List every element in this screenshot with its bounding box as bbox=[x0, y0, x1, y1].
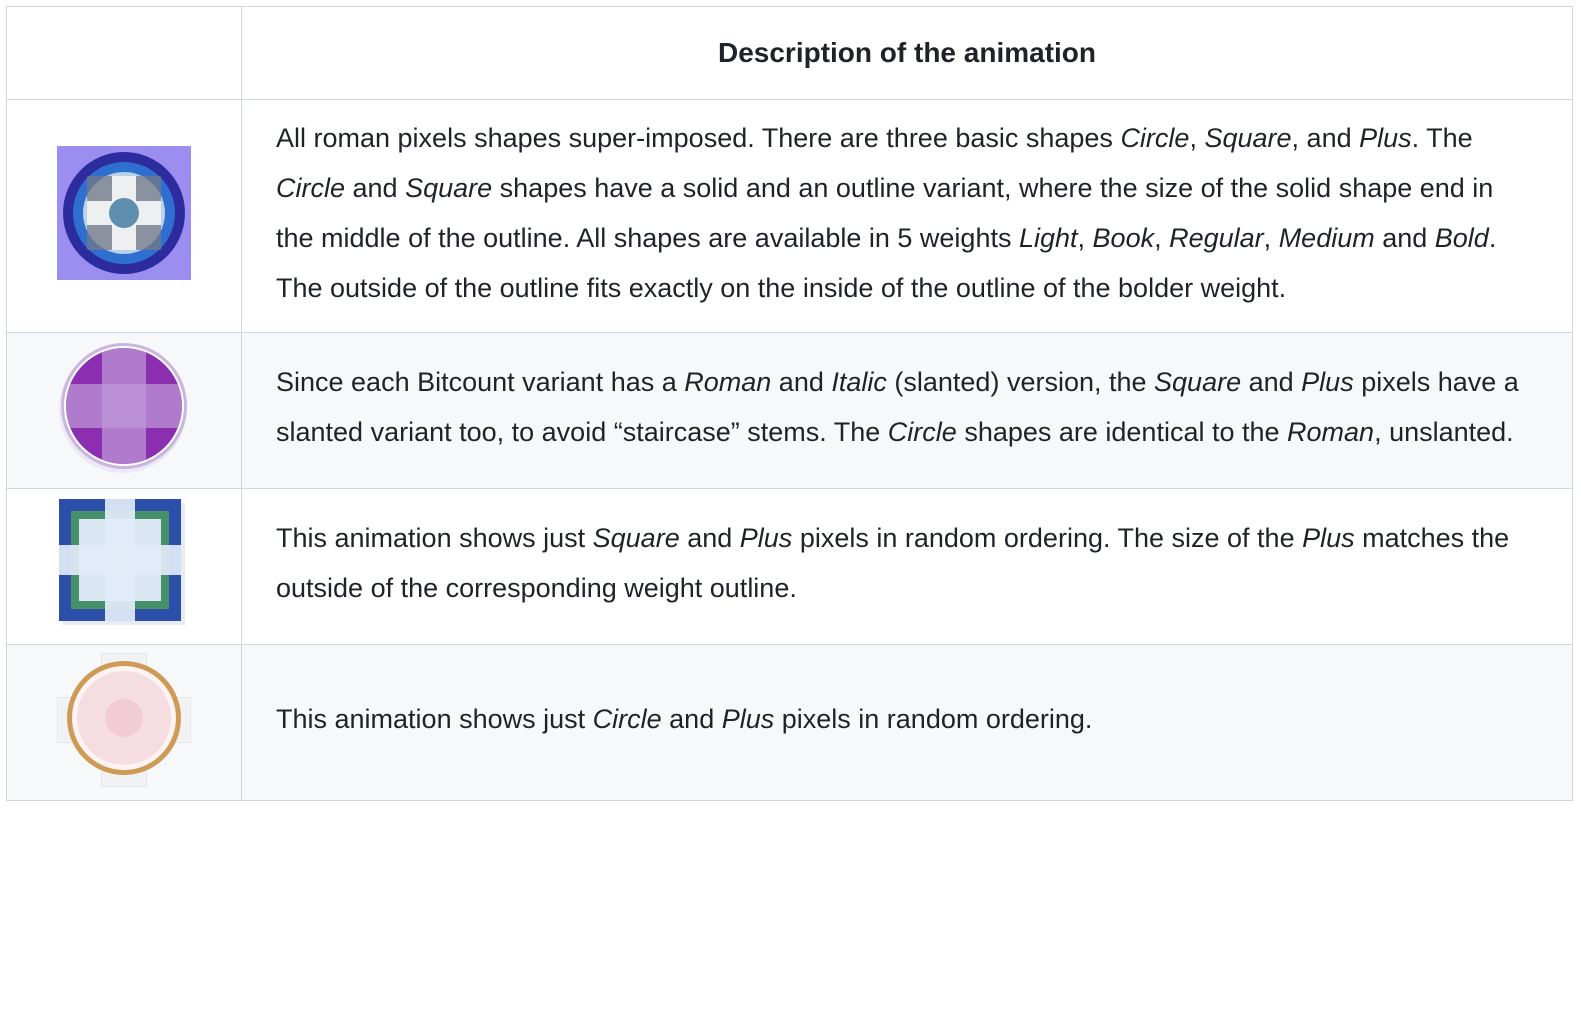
plus-light-shape bbox=[59, 499, 181, 621]
circle-and-plus-random-ordering-icon bbox=[49, 645, 199, 795]
roman-pixel-shapes-superimposed-icon bbox=[49, 138, 199, 288]
description-cell-3: This animation shows just Square and Plus pixels in random ordering. The size of the Plus matches the outside of the corresponding weight outline. bbox=[242, 488, 1573, 644]
animation-cell-1 bbox=[7, 100, 242, 333]
animation-description-table bbox=[6, 6, 1573, 801]
animation-column-header bbox=[7, 7, 242, 100]
description-cell-2: Since each Bitcount variant has a Roman and Italic (slanted) version, the Square and Plus pixels have a slanted variant too, to avoid “staircase” stems. The Circle shapes are identical to the Roman, unslanted. bbox=[242, 332, 1573, 488]
table-row bbox=[7, 488, 1573, 644]
table-row bbox=[7, 100, 1573, 333]
animation-cell-2 bbox=[7, 332, 242, 488]
table-row bbox=[7, 644, 1573, 800]
animation-cell-4 bbox=[7, 644, 242, 800]
square-and-plus-random-ordering-icon bbox=[49, 489, 199, 639]
plus-light-shape bbox=[66, 348, 182, 464]
table-row bbox=[7, 332, 1573, 488]
table-body bbox=[7, 100, 1573, 801]
description-column-header: Description of the animation bbox=[242, 7, 1573, 100]
animation-cell-3 bbox=[7, 488, 242, 644]
table-header bbox=[7, 7, 1573, 100]
description-cell-1: All roman pixels shapes super-imposed. There are three basic shapes Circle, Square, and Plus. The Circle and Square shapes have a solid and an outline variant, where the size of the solid shape end in the middle of the outline. All shapes are available in 5 weights Light, Book, Regular, Medium and Bold. The outside of the outline fits exactly on the inside of the outline of the bolder weight. bbox=[242, 100, 1573, 333]
italic-slanted-pixel-shapes-icon bbox=[49, 333, 199, 483]
circle-inner-dot bbox=[105, 699, 143, 737]
description-cell-4: This animation shows just Circle and Plus pixels in random ordering. bbox=[242, 644, 1573, 800]
table-header-row bbox=[7, 7, 1573, 100]
